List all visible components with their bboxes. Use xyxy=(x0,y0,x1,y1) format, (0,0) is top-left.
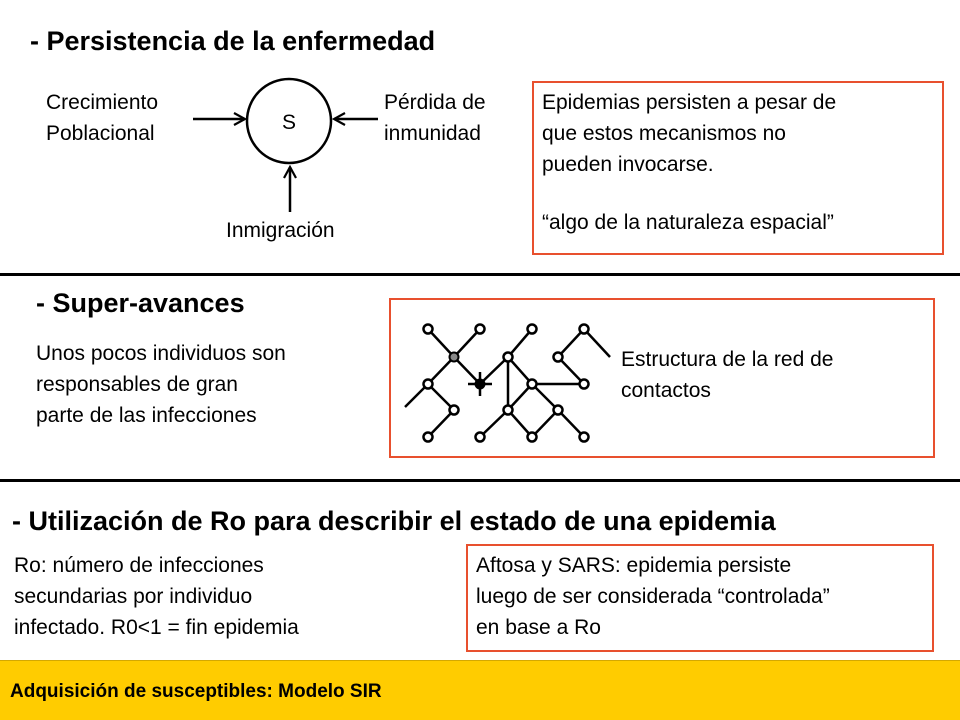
superspreader-node xyxy=(475,379,485,389)
divider-1 xyxy=(0,273,960,276)
ro-definition-line: secundarias por individuo xyxy=(14,585,253,608)
right-label-line: inmunidad xyxy=(384,122,481,145)
superspreaders-line: parte de las infecciones xyxy=(36,404,257,427)
ro-definition-line: infectado. R0<1 = fin epidemia xyxy=(14,616,299,639)
ro-definition-text xyxy=(14,550,299,643)
footer-banner xyxy=(0,660,960,720)
left-label-line: Crecimiento xyxy=(46,91,159,114)
divider-2 xyxy=(0,479,960,482)
persistence-box xyxy=(532,81,944,255)
susceptible-diagram xyxy=(0,0,540,260)
network-label xyxy=(621,344,833,406)
footer-title: Adquisición de susceptibles: Modelo SIR xyxy=(10,681,382,702)
persistence-box-line: que estos mecanismos no xyxy=(542,122,786,145)
superspreaders-text xyxy=(36,338,286,431)
persistence-box-line: Epidemias persisten a pesar de xyxy=(542,91,837,114)
persistence-box-quote: “algo de la naturaleza espacial” xyxy=(542,211,834,234)
section2-title: - Super-avances xyxy=(36,288,245,318)
infected-node xyxy=(450,353,459,362)
left-label-line: Poblacional xyxy=(46,122,155,145)
section3-title: - Utilización de Ro para describir el estado de una epidemia xyxy=(12,506,776,536)
bottom-label-immigration: Inmigración xyxy=(226,219,335,242)
aftosa-sars-line: luego de ser considerada “controlada” xyxy=(476,585,830,608)
network-label-line: Estructura de la red de xyxy=(621,348,834,371)
ro-definition-line: Ro: número de infecciones xyxy=(14,554,264,577)
persistence-box-line: pueden invocarse. xyxy=(542,153,714,176)
section1-title: - Persistencia de la enfermedad xyxy=(30,26,436,56)
aftosa-sars-box xyxy=(466,544,934,652)
aftosa-sars-line: Aftosa y SARS: epidemia persiste xyxy=(476,554,792,577)
superspreaders-line: Unos pocos individuos son xyxy=(36,342,286,365)
network-box xyxy=(389,298,935,458)
aftosa-sars-line: en base a Ro xyxy=(476,616,601,639)
superspreaders-line: responsables de gran xyxy=(36,373,238,396)
susceptible-node-label: S xyxy=(281,111,297,134)
network-label-line: contactos xyxy=(621,379,711,402)
contact-network-graph xyxy=(391,300,611,456)
right-label-line: Pérdida de xyxy=(384,91,486,114)
